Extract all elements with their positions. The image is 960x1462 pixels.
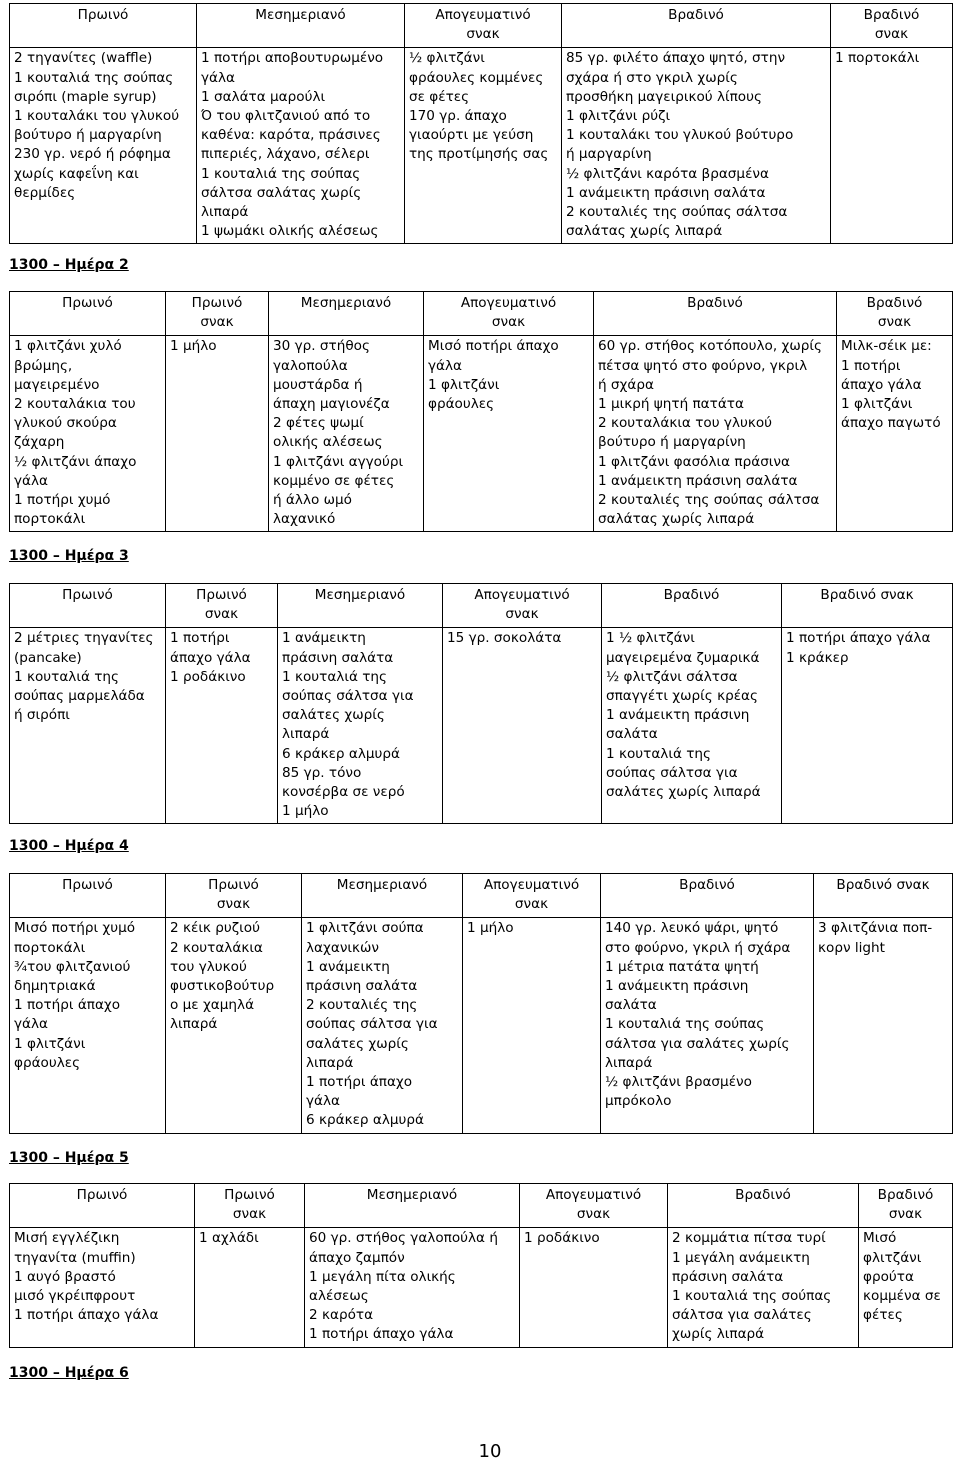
meal-item-line: 1 ψωμάκι ολικής αλέσεως — [201, 223, 379, 240]
meal-table-day-1 — [9, 3, 953, 244]
header-text: Πρωινό — [62, 877, 113, 893]
meal-item-line: 1 μήλο — [170, 338, 217, 355]
meal-item-line: πράσινη σαλάτα — [672, 1268, 784, 1285]
meal-item-line: χωρίς λιπαρά — [672, 1326, 765, 1343]
meal-item-line: σαλάτες χωρίς — [282, 707, 385, 724]
column-header — [166, 874, 302, 918]
meal-item-line: ½ φλιτζάνι βρασμένο — [605, 1074, 752, 1091]
meal-item-line: άπαχη μαγιονέζα — [273, 396, 390, 413]
meal-item-line: σαλάτες χωρίς λιπαρά — [606, 784, 761, 801]
header-text: Βραδινό σνακ — [836, 877, 930, 893]
meal-item-line: σούπας σάλτσα για — [306, 1016, 438, 1033]
meal-item-line: μαγειρεμένο — [14, 376, 100, 393]
header-text: σνακ — [888, 1206, 923, 1223]
meal-item-line: 85 γρ. τόνο — [282, 764, 362, 781]
meal-item-line: 1 φλιτζάνι φασόλια πράσινα — [598, 453, 790, 470]
header-text: Βραδινό — [668, 7, 724, 23]
meal-item-line: 1 ποτήρι χυμό — [14, 492, 111, 509]
header-text: Μεσημεριανό — [314, 587, 406, 603]
meal-item-line: 1 κουταλιά της — [282, 668, 388, 685]
meal-item-line: ο με χαμηλά — [170, 997, 255, 1014]
meal-item-line: ή σχάρα — [598, 376, 654, 393]
table-header-row — [10, 4, 953, 48]
meal-item-line: 1 αυγό βραστό — [14, 1268, 116, 1285]
meal-item-line: κομμένα σε — [863, 1288, 941, 1305]
header-text: Μεσημεριανό — [366, 1187, 458, 1203]
meal-cell — [10, 336, 166, 532]
meal-item-line: 1 φλιτζάνι αγγούρι — [273, 453, 404, 470]
meal-item-line: 2 κουταλιές της — [306, 997, 418, 1014]
header-text: σνακ — [216, 896, 251, 913]
meal-item-line: 3 φλιτζάνια ποπ- — [818, 920, 933, 937]
header-text: Βραδινό — [663, 587, 720, 603]
meal-item-line: πράσινη σαλάτα — [282, 649, 394, 666]
meal-item-line: βούτυρο ή μαργαρίνη — [598, 434, 746, 451]
meal-item-line: γλυκού σκούρα — [14, 415, 117, 432]
meal-item-line: βρώμης, — [14, 357, 73, 374]
meal-item-line: 1 φλιτζάνι — [428, 376, 500, 393]
meal-item-line: 1 ανάμεικτη πράσινη σαλάτα — [566, 184, 766, 201]
header-text: Μεσημεριανό — [336, 877, 428, 893]
meal-table-day-3 — [9, 583, 953, 824]
meal-item-line: γαλοπούλα — [273, 357, 348, 374]
column-header — [602, 584, 782, 628]
header-text: Βραδινό σνακ — [820, 587, 914, 603]
meal-item-line: 1 φλιτζάνι — [14, 1035, 86, 1052]
meal-cell — [278, 628, 443, 824]
column-header — [601, 874, 814, 918]
meal-item-line: 1 κουταλιά της σούπας — [605, 1016, 765, 1033]
meal-item-line: λιπαρά — [306, 1054, 354, 1071]
column-header — [10, 4, 197, 48]
meal-item-line: 1 ποτήρι άπαχο γάλα — [14, 1307, 159, 1324]
meal-item-line: πορτοκάλι — [14, 939, 86, 956]
column-header — [10, 874, 166, 918]
column-header — [269, 292, 424, 336]
meal-item-line: ½ φλιτζάνι σάλτσα — [606, 668, 738, 685]
meal-item-line: φράουλες — [428, 396, 495, 413]
table-header-row — [10, 292, 953, 336]
meal-item-line: άπαχο ζαμπόν — [309, 1249, 405, 1266]
meal-cell — [10, 48, 197, 244]
meal-cell — [837, 336, 953, 532]
meal-item-line: χωρίς καφεΐνη και — [14, 165, 139, 182]
meal-cell — [782, 628, 953, 824]
meal-item-line: πράσινη σαλάτα — [306, 978, 418, 995]
meal-item-line: σαλάτας χωρίς λιπαρά — [566, 223, 723, 240]
meal-item-line: μισό γκρέιπφρουτ — [14, 1288, 136, 1305]
header-text: σνακ — [466, 26, 500, 43]
column-header — [859, 1184, 953, 1228]
meal-item-line: 1 πορτοκάλι — [835, 50, 920, 67]
meal-item-line: 1 ποτήρι — [170, 630, 230, 647]
meal-table-day-5 — [9, 1183, 953, 1348]
meal-item-line: αλέσεως — [309, 1288, 369, 1305]
column-header — [195, 1184, 305, 1228]
meal-item-line: ¾του φλιτζανιού — [14, 958, 131, 975]
meal-item-line: 1 κουταλιά της — [606, 745, 712, 762]
column-header — [782, 584, 953, 628]
meal-item-line: γάλα — [201, 69, 236, 86]
column-header — [166, 292, 269, 336]
meal-item-line: βούτυρο ή μαργαρίνη — [14, 127, 162, 144]
meal-item-line: λιπαρά — [605, 1054, 653, 1071]
meal-cell — [10, 918, 166, 1133]
meal-item-line: μαγειρεμένα ζυμαρικά — [606, 649, 760, 666]
header-text: Βραδινό — [863, 7, 920, 23]
meal-item-line: Μισό — [863, 1230, 897, 1247]
meal-cell — [166, 918, 302, 1133]
meal-item-line: 1 φλιτζάνι σούπα — [306, 920, 424, 937]
day-heading-2: 1300 – Ημέρα 2 — [9, 257, 129, 273]
meal-cell — [831, 48, 953, 244]
page-number: 10 — [478, 1441, 502, 1462]
header-text: Απογευματινό — [483, 877, 580, 893]
meal-item-line: κορν light — [818, 939, 885, 956]
header-text: Απογευματινό — [474, 587, 570, 603]
meal-item-line: 170 γρ. άπαχο — [409, 108, 507, 125]
column-header — [405, 4, 562, 48]
header-text: σνακ — [232, 1206, 267, 1223]
meal-item-line: φρούτα — [863, 1268, 914, 1285]
meal-item-line: 1 ½ φλιτζάνι — [606, 630, 695, 647]
meal-cell — [405, 48, 562, 244]
day-heading-3: 1300 – Ημέρα 3 — [9, 548, 129, 564]
meal-item-line: 1 ποτήρι άπαχο — [306, 1074, 413, 1091]
meal-item-line: σούπας μαρμελάδα — [14, 688, 145, 705]
header-text: Βραδινό — [679, 877, 735, 893]
meal-cell — [10, 628, 166, 824]
meal-item-line: Μισό ποτήρι άπαχο — [428, 338, 559, 355]
header-text: Πρωινό — [77, 7, 129, 23]
header-text: σνακ — [874, 26, 909, 43]
meal-cell — [302, 918, 463, 1133]
header-text: Βραδινό — [735, 1187, 791, 1203]
meal-item-line: 1 μήλο — [467, 920, 514, 937]
day-heading-6: 1300 – Ημέρα 6 — [9, 1365, 129, 1381]
meal-cell — [601, 918, 814, 1133]
meal-item-line: 1 κουταλάκι του γλυκού βούτυρο — [566, 127, 794, 144]
meal-item-line: 60 γρ. στήθος γαλοπούλα ή — [309, 1230, 498, 1247]
table-header-row — [10, 1184, 953, 1228]
header-text: σνακ — [491, 314, 526, 331]
column-header — [443, 584, 602, 628]
meal-cell — [520, 1228, 668, 1347]
table-row — [10, 1228, 953, 1347]
meal-item-line: σάλτσα για σαλάτες χωρίς — [605, 1035, 790, 1052]
column-header — [10, 584, 166, 628]
meal-item-line: 1 φλιτζάνι ρύζι — [566, 108, 671, 125]
column-header — [305, 1184, 520, 1228]
meal-cell — [668, 1228, 859, 1347]
meal-item-line: γάλα — [14, 1016, 49, 1033]
header-text: Πρωινό — [196, 587, 247, 603]
meal-cell — [814, 918, 953, 1133]
column-header — [424, 292, 594, 336]
meal-item-line: 1 ανάμεικτη πράσινη — [605, 978, 749, 995]
table-header-row — [10, 584, 953, 628]
meal-item-line: ζάχαρη — [14, 434, 65, 451]
header-text: σνακ — [576, 1206, 611, 1223]
meal-item-line: σούπας σάλτσα για — [606, 764, 738, 781]
meal-item-line: 30 γρ. στήθος — [273, 338, 370, 355]
meal-cell — [269, 336, 424, 532]
meal-item-line: λαχανικό — [273, 511, 336, 528]
meal-cell — [166, 628, 278, 824]
meal-item-line: ½ φλιτζάνι καρότα βρασμένα — [566, 165, 769, 182]
meal-item-line: 2 φέτες ψωμί — [273, 415, 364, 432]
meal-item-line: κονσέρβα σε νερό — [282, 784, 405, 801]
table-row — [10, 918, 953, 1133]
meal-item-line: 140 γρ. λευκό ψάρι, ψητό — [605, 920, 779, 937]
day-heading-4: 1300 – Ημέρα 4 — [9, 838, 129, 854]
meal-item-line: σαλάτα — [605, 997, 657, 1014]
day-heading-5: 1300 – Ημέρα 5 — [9, 1150, 129, 1166]
header-text: Πρωινό — [208, 877, 259, 893]
meal-item-line: λαχανικών — [306, 939, 380, 956]
meal-item-line: 2 τηγανίτες (waffle) — [14, 50, 153, 67]
column-header — [197, 4, 405, 48]
meal-item-line: 15 γρ. σοκολάτα — [447, 630, 562, 647]
meal-item-line: 2 κομμάτια πίτσα τυρί — [672, 1230, 826, 1247]
meal-item-line: θερμίδες — [14, 184, 76, 201]
meal-item-line: σπαγγέτι χωρίς κρέας — [606, 688, 758, 705]
column-header — [10, 1184, 195, 1228]
meal-item-line: δημητριακά — [14, 978, 96, 995]
table-row — [10, 336, 953, 532]
meal-item-line: 1 φλιτζάνι — [841, 396, 913, 413]
meal-item-line: άπαχο γάλα — [170, 649, 251, 666]
meal-item-line: καθένα: καρότα, πράσινες — [201, 127, 381, 144]
meal-item-line: γάλα — [306, 1093, 341, 1110]
meal-item-line: γιαούρτι με γεύση — [409, 127, 534, 144]
meal-item-line: 6 κράκερ αλμυρά — [306, 1112, 424, 1129]
meal-item-line: στο φούρνο, γκριλ ή σχάρα — [605, 939, 791, 956]
meal-item-line: τηγανίτα (muffin) — [14, 1249, 136, 1266]
meal-item-line: 1 ανάμεικτη — [306, 958, 390, 975]
header-text: Βραδινό — [866, 295, 923, 311]
meal-item-line: 1 ροδάκινο — [170, 668, 246, 685]
meal-item-line: σάλτσα για σαλάτες — [672, 1307, 812, 1324]
meal-item-line: λιπαρά — [201, 204, 249, 221]
meal-item-line: λιπαρά — [170, 1016, 218, 1033]
meal-item-line: 1 μέτρια πατάτα ψητή — [605, 958, 759, 975]
meal-item-line: Μιλκ-σέικ με: — [841, 338, 932, 355]
meal-cell — [10, 1228, 195, 1347]
meal-item-line: 85 γρ. φιλέτο άπαχο ψητό, στην — [566, 50, 786, 67]
meal-item-line: Μισή εγγλέζικη — [14, 1230, 120, 1247]
meal-table-day-2 — [9, 291, 953, 532]
meal-cell — [195, 1228, 305, 1347]
meal-item-line: 1 ανάμεικτη πράσινη σαλάτα — [598, 472, 798, 489]
meal-cell — [197, 48, 405, 244]
meal-item-line: 1 κουταλιά της — [14, 668, 120, 685]
header-text: Απογευματινό — [545, 1187, 642, 1203]
meal-item-line: 1 ποτήρι — [841, 357, 901, 374]
meal-item-line: σαλάτες χωρίς — [306, 1035, 409, 1052]
meal-item-line: 2 κουταλάκια του γλυκού — [598, 415, 773, 432]
meal-cell — [602, 628, 782, 824]
meal-item-line: 1 ποτήρι άπαχο — [14, 997, 121, 1014]
meal-item-line: 2 κουταλιές της σούπας σάλτσα — [566, 204, 788, 221]
meal-item-line: 1 φλιτζάνι χυλό — [14, 338, 122, 355]
meal-item-line: σούπας σάλτσα για — [282, 688, 414, 705]
meal-item-line: 1 ποτήρι άπαχο γάλα — [786, 630, 931, 647]
meal-item-line: 2 κουταλάκια — [170, 939, 263, 956]
meal-item-line: της προτίμησής σας — [409, 146, 549, 163]
meal-item-line: 1 ανάμεικτη — [282, 630, 366, 647]
meal-cell — [562, 48, 831, 244]
header-text: Πρωινό — [62, 587, 113, 603]
header-text: Πρωινό — [62, 295, 113, 311]
meal-item-line: σάλτσα σαλάτας χωρίς — [201, 184, 362, 201]
meal-item-line: 1 κουταλιά της σούπας — [14, 69, 174, 86]
meal-item-line: μπρόκολο — [605, 1093, 672, 1110]
meal-item-line: 2 κέικ ρυζιού — [170, 920, 260, 937]
meal-item-line: φράουλες κομμένες — [409, 69, 544, 86]
meal-cell — [166, 336, 269, 532]
meal-item-line: 1 μήλο — [282, 803, 329, 820]
meal-item-line: σχάρα ή στο γκριλ χωρίς — [566, 69, 738, 86]
meal-item-line: σιρόπι (maple syrup) — [14, 88, 157, 105]
column-header — [10, 292, 166, 336]
header-text: σνακ — [505, 606, 539, 623]
column-header — [166, 584, 278, 628]
meal-item-line: μουστάρδα ή — [273, 376, 363, 393]
meal-item-line: πιπεριές, λάχανο, σέλερι — [201, 146, 370, 163]
meal-item-line: πορτοκάλι — [14, 511, 86, 528]
meal-item-line: άπαχο γάλα — [841, 376, 922, 393]
meal-item-line: Μισό ποτήρι χυμό — [14, 920, 136, 937]
meal-item-line: ολικής αλέσεως — [273, 434, 383, 451]
header-text: Πρωινό — [224, 1187, 275, 1203]
column-header — [831, 4, 953, 48]
column-header — [278, 584, 443, 628]
meal-item-line: σαλάτα — [606, 726, 658, 743]
table-row — [10, 628, 953, 824]
meal-item-line: κομμένο σε φέτες — [273, 472, 395, 489]
meal-cell — [859, 1228, 953, 1347]
meal-cell — [443, 628, 602, 824]
meal-item-line: ½ φλιτζάνι — [409, 50, 485, 67]
meal-item-line: γάλα — [14, 472, 49, 489]
meal-item-line: πέτσα ψητό στο φούρνο, γκριλ — [598, 357, 808, 374]
header-text: Μεσημεριανό — [255, 7, 346, 23]
meal-item-line: 60 γρ. στήθος κοτόπουλο, χωρίς — [598, 338, 822, 355]
meal-item-line: άπαχο παγωτό — [841, 415, 941, 432]
meal-item-line: 2 κουταλάκια του — [14, 396, 136, 413]
meal-item-line: 2 καρότα — [309, 1307, 374, 1324]
meal-item-line: σαλάτας χωρίς λιπαρά — [598, 511, 755, 528]
meal-item-line: προσθήκη μαγειρικού λίπους — [566, 88, 762, 105]
meal-cell — [463, 918, 601, 1133]
meal-item-line: ή σιρόπι — [14, 707, 70, 724]
meal-cell — [305, 1228, 520, 1347]
meal-item-line: Ό του φλιτζανιού από το — [201, 108, 371, 125]
meal-item-line: του γλυκού — [170, 958, 247, 975]
column-header — [837, 292, 953, 336]
meal-item-line: 1 σαλάτα μαρούλι — [201, 88, 326, 105]
meal-cell — [424, 336, 594, 532]
column-header — [463, 874, 601, 918]
meal-item-line: 230 γρ. νερό ή ρόφημα — [14, 146, 171, 163]
header-text: σνακ — [877, 314, 912, 331]
meal-item-line: ή μαργαρίνη — [566, 146, 652, 163]
meal-item-line: 1 μικρή ψητή πατάτα — [598, 396, 744, 413]
meal-item-line: ½ φλιτζάνι άπαχο — [14, 453, 137, 470]
column-header — [520, 1184, 668, 1228]
meal-item-line: 1 κράκερ — [786, 649, 849, 666]
meal-item-line: λιπαρά — [282, 726, 330, 743]
meal-item-line: 6 κράκερ αλμυρά — [282, 745, 400, 762]
meal-item-line: γάλα — [428, 357, 463, 374]
header-text: Πρωινό — [76, 1187, 128, 1203]
meal-item-line: 1 ποτήρι αποβουτυρωμένο — [201, 50, 384, 67]
table-row — [10, 48, 953, 244]
meal-item-line: 1 ροδάκινο — [524, 1230, 600, 1247]
header-text: σνακ — [204, 606, 239, 623]
meal-item-line: 1 ανάμεικτη πράσινη — [606, 707, 750, 724]
meal-item-line: (pancake) — [14, 649, 82, 666]
meal-item-line: 1 ποτήρι άπαχο γάλα — [309, 1326, 454, 1343]
column-header — [302, 874, 463, 918]
header-text: Βραδινό — [877, 1187, 934, 1203]
meal-item-line: 2 μέτριες τηγανίτες — [14, 630, 154, 647]
meal-cell — [594, 336, 837, 532]
meal-item-line: 1 μεγάλη ανάμεικτη — [672, 1249, 810, 1266]
header-text: σνακ — [200, 314, 234, 331]
column-header — [594, 292, 837, 336]
meal-item-line: φυστικοβούτυρ — [170, 978, 275, 995]
meal-item-line: φλιτζάνι — [863, 1249, 922, 1266]
column-header — [668, 1184, 859, 1228]
meal-table-day-4 — [9, 873, 953, 1134]
meal-item-line: 1 κουταλιά της σούπας — [672, 1288, 832, 1305]
header-text: σνακ — [514, 896, 549, 913]
header-text: Πρωινό — [191, 295, 243, 311]
meal-item-line: 1 αχλάδι — [199, 1230, 259, 1247]
meal-item-line: 2 κουταλιές της σούπας σάλτσα — [598, 492, 820, 509]
meal-item-line: φράουλες — [14, 1054, 81, 1071]
header-text: Απογευματινό — [460, 295, 557, 311]
meal-item-line: φέτες — [863, 1307, 903, 1324]
column-header — [814, 874, 953, 918]
header-text: Βραδινό — [687, 295, 743, 311]
meal-item-line: ή άλλο ωμό — [273, 492, 352, 509]
header-text: Μεσημεριανό — [300, 295, 392, 311]
meal-item-line: 1 μεγάλη πίτα ολικής — [309, 1268, 456, 1285]
meal-item-line: 1 κουταλιά της σούπας — [201, 165, 361, 182]
column-header — [562, 4, 831, 48]
table-header-row — [10, 874, 953, 918]
header-text: Απογευματινό — [435, 7, 531, 23]
meal-item-line: 1 κουταλάκι του γλυκού — [14, 108, 180, 125]
meal-item-line: σε φέτες — [409, 88, 470, 105]
